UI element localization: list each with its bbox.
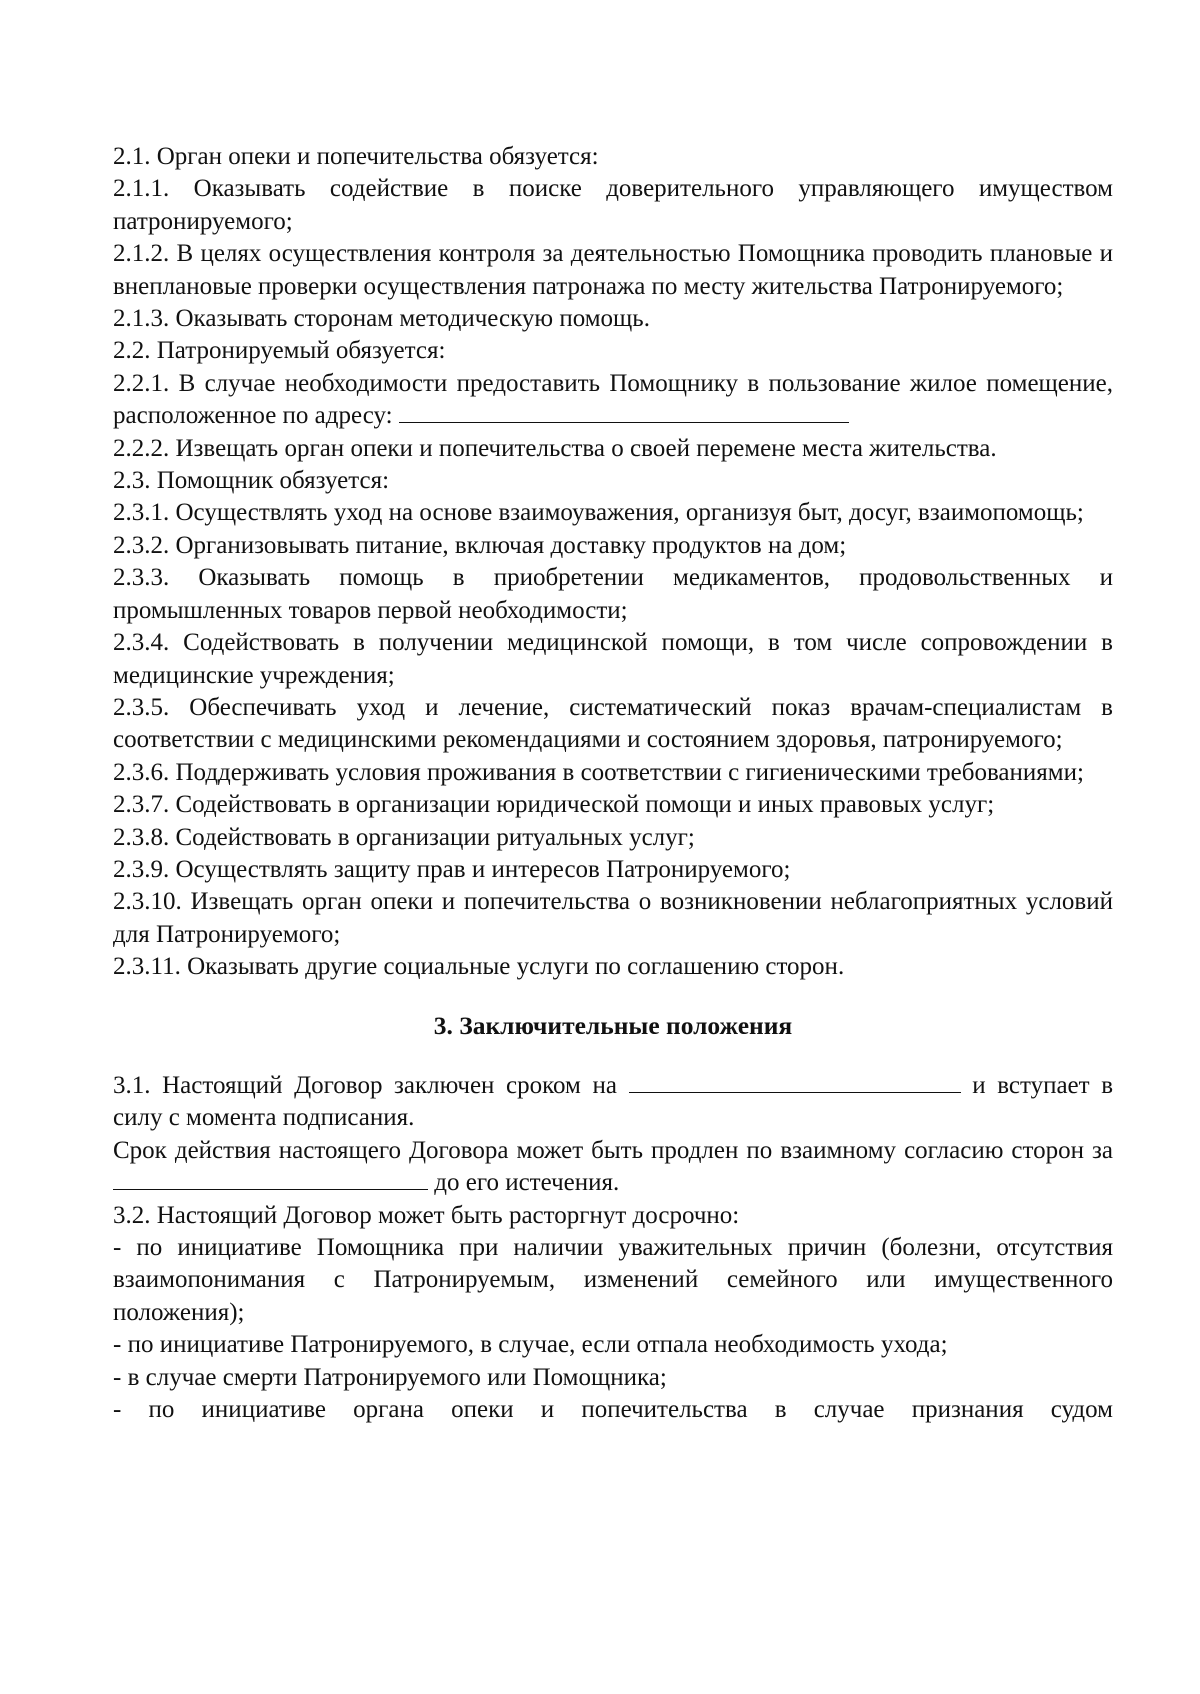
clause-3-2: 3.2. Настоящий Договор может быть расторгнут досрочно: xyxy=(113,1201,740,1229)
clause-2-3-6: 2.3.6. Поддерживать условия проживания в соответствии с гигиеническими требованиями; xyxy=(113,758,1084,786)
extension-blank xyxy=(113,1167,428,1190)
clause-2-1-2: 2.1.2. В целях осуществления контроля за деятельностью Помощника проводить плановые и внеплановые проверки осуществления патронажа по месту жительства Патронируемого; xyxy=(113,240,1113,300)
clause-2-3: 2.3. Помощник обязуется: xyxy=(113,467,390,495)
address-blank xyxy=(399,400,849,423)
clause-3-1 xyxy=(113,1070,1113,1135)
clause-2-3-1: 2.3.1. Осуществлять уход на основе взаимоуважения, организуя быт, досуг, взаимопомощь; xyxy=(113,499,1084,527)
clause-2-1-1: 2.1.1. Оказывать содействие в поиске доверительного управляющего имуществом патронируемого; xyxy=(113,175,1113,235)
clause-2-3-2: 2.3.2. Организовывать питание, включая доставку продуктов на дом; xyxy=(113,531,847,559)
clause-2-3-11: 2.3.11. Оказывать другие социальные услуги по соглашению сторон. xyxy=(113,953,845,981)
termination-item-3: - в случае смерти Патронируемого или Помощника; xyxy=(113,1363,667,1391)
term-blank xyxy=(629,1070,961,1093)
clause-2-3-7: 2.3.7. Содействовать в организации юридической помощи и иных правовых услуг; xyxy=(113,791,995,819)
clause-2-3-9: 2.3.9. Осуществлять защиту прав и интересов Патронируемого; xyxy=(113,855,791,883)
clause-2-3-4: 2.3.4. Содействовать в получении медицинской помощи, в том числе сопровождении в медицинские учреждения; xyxy=(113,629,1113,689)
clause-2-3-10: 2.3.10. Извещать орган опеки и попечительства о возникновении неблагоприятных условий для Патронируемого; xyxy=(113,888,1113,948)
clause-2-2-1 xyxy=(113,368,1113,433)
clause-2-2-2: 2.2.2. Извещать орган опеки и попечительства о своей перемене места жительства. xyxy=(113,434,997,462)
clause-extension-text: Срок действия настоящего Договора может быть продлен по взаимному согласию сторон за xyxy=(113,1136,1113,1164)
clause-2-2-1-text: 2.2.1. В случае необходимости предоставить Помощнику в пользование жилое помещение, расположенное по адресу: xyxy=(113,369,1113,430)
clause-2-3-8: 2.3.8. Содействовать в организации ритуальных услуг; xyxy=(113,823,695,851)
clause-2-3-3: 2.3.3. Оказывать помощь в приобретении медикаментов, продовольственных и промышленных товаров первой необходимости; xyxy=(113,564,1113,624)
section-3-heading: 3. Заключительные положения xyxy=(433,1010,793,1040)
termination-item-4: - по инициативе органа опеки и попечительства в случае признания судом xyxy=(113,1396,1113,1424)
document-page xyxy=(113,141,1113,1426)
clause-2-1-3: 2.1.3. Оказывать сторонам методическую помощь. xyxy=(113,305,650,333)
clause-3-1-text: 3.1. Настоящий Договор заключен сроком на xyxy=(113,1071,617,1099)
termination-item-1: - по инициативе Помощника при наличии уважительных причин (болезни, отсутствия взаимопонимания с Патронируемым, изменений семейного или имущественного положения); xyxy=(113,1234,1113,1326)
termination-item-2: - по инициативе Патронируемого, в случае, если отпала необходимость ухода; xyxy=(113,1331,948,1359)
clause-2-1: 2.1. Орган опеки и попечительства обязуется: xyxy=(113,143,599,170)
clause-3-1-text-end: и вступает в силу с момента подписания. xyxy=(113,1071,1113,1132)
clause-extension xyxy=(113,1135,1113,1200)
clause-2-3-5: 2.3.5. Обеспечивать уход и лечение, систематический показ врачам-специалистам в соответствии с медицинскими рекомендациями и состоянием здоровья, патронируемого; xyxy=(113,693,1113,754)
clause-2-2: 2.2. Патронируемый обязуется: xyxy=(113,337,446,365)
clause-extension-text-end: до его истечения. xyxy=(434,1169,620,1197)
